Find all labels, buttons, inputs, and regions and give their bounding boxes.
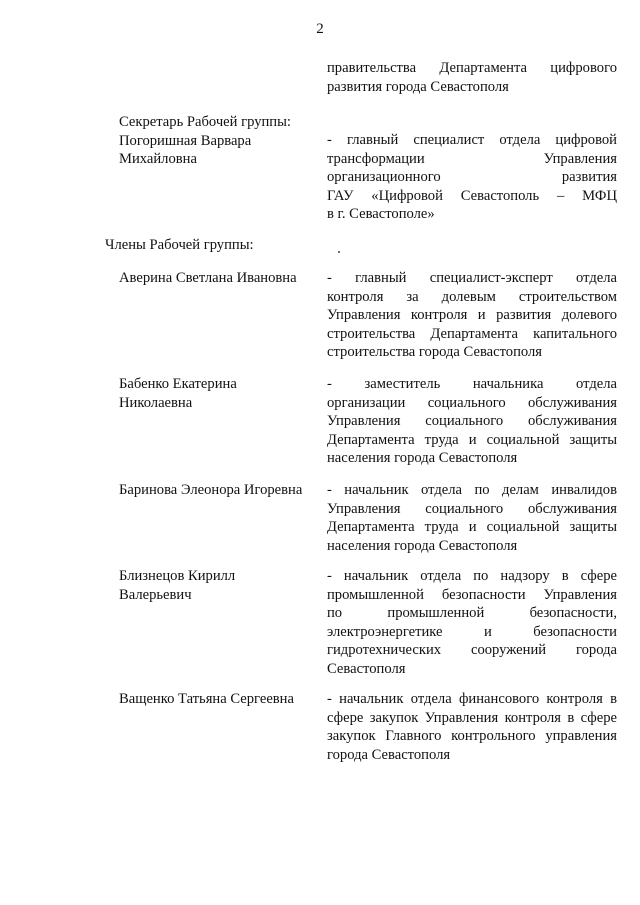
description-line: населения города Севастополя: [327, 537, 518, 554]
description-line: гидротехнических сооружений города: [327, 642, 617, 658]
description-line: населения города Севастополя: [327, 450, 518, 466]
description-line: - заместитель начальника отдела: [327, 376, 617, 392]
person-name-line: Валерьевич: [119, 586, 192, 603]
description-line: - начальник отдела по делам инвалидов: [327, 482, 617, 498]
member-description: [327, 375, 617, 468]
description-line: в г. Севастополе»: [327, 206, 435, 222]
description-line: Управления социального обслуживания: [327, 413, 617, 429]
description-line: ГАУ «Цифровой Севастополь – МФЦ: [327, 187, 617, 204]
description-line: электроэнергетике и безопасности: [327, 623, 617, 640]
person-name-line: Погоришная Варвара: [119, 132, 252, 149]
description-line: строительства Департамента капитального: [327, 325, 617, 342]
description-line: Департамента труда и социальной защиты: [327, 519, 617, 535]
description-line: организационного развития: [327, 169, 617, 185]
member-name: [119, 269, 315, 288]
members-heading: Члены Рабочей группы:: [105, 237, 254, 253]
continued-description: [327, 59, 617, 96]
description-line: промышленной безопасности Управления: [327, 586, 617, 603]
member-name: [119, 375, 315, 412]
person-name-line: Михайловна: [119, 151, 197, 167]
description-line: сфере закупок Управления контроля в сфере: [327, 709, 617, 726]
stray-mark: [338, 251, 340, 253]
secretary-role-label: Секретарь Рабочей группы:: [119, 114, 291, 130]
member-name: [119, 690, 315, 709]
description-line: Департамента труда и социальной защиты: [327, 431, 617, 448]
member-description: [327, 269, 617, 362]
member-description: [327, 567, 617, 678]
description-line: Севастополя: [327, 660, 406, 677]
person-name-line: Николаевна: [119, 394, 193, 411]
member-description: [327, 690, 617, 764]
description-line: по промышленной безопасности,: [327, 605, 617, 621]
page-number: 2: [316, 21, 324, 37]
description-line: Управления социального обслуживания: [327, 500, 617, 517]
description-line: - главный специалист отдела цифровой: [327, 132, 617, 148]
person-name-line: Аверина Светлана Ивановна: [119, 270, 297, 286]
description-line: трансформации Управления: [327, 150, 617, 167]
secretary-description: [327, 131, 617, 224]
person-name-line: Ващенко Татьяна Сергеевна: [119, 691, 294, 707]
description-line: организации социального обслуживания: [327, 394, 617, 411]
member-description: [327, 481, 617, 555]
member-name: [119, 481, 315, 500]
description-line: правительства Департамента цифрового: [327, 60, 617, 76]
description-line: - начальник отдела по надзору в сфере: [327, 568, 617, 584]
person-name-line: Бабенко Екатерина: [119, 376, 237, 392]
person-name-line: Близнецов Кирилл: [119, 568, 236, 584]
description-line: строительства города Севастополя: [327, 344, 542, 360]
description-line: закупок Главного контрольного управления: [327, 728, 617, 744]
description-line: - начальник отдела финансового контроля в: [327, 691, 617, 707]
description-line: контроля за долевым строительством: [327, 288, 617, 305]
description-line: города Севастополя: [327, 746, 451, 763]
description-line: развития города Севастополя: [327, 78, 509, 95]
description-line: Управления контроля и развития долевого: [327, 307, 617, 323]
description-line: - главный специалист-эксперт отдела: [327, 270, 617, 286]
person-name-line: Баринова Элеонора Игоревна: [119, 482, 303, 498]
member-name: [119, 567, 315, 604]
secretary-name: [119, 113, 315, 169]
